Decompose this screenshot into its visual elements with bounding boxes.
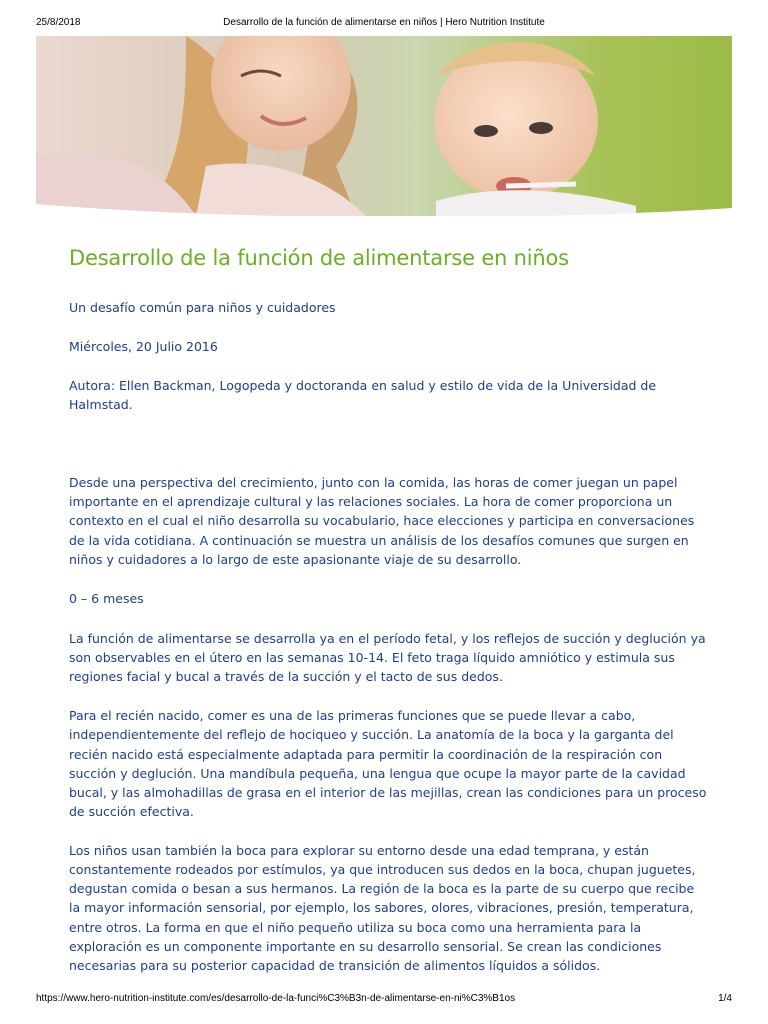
body-paragraph: Para el recién nacido, comer es una de las primeras funciones que se puede llevar a cabo, independientemente del reflejo de hociqueo y succión. La anatomía de la boca y la garganta del recién nacido está especialmente adaptada para permitir la coordinación de la respiración con succión y deglución. Una mandíbula pequeña, una lengua que ocupe la mayor parte de la cavidad bucal, y las almohadillas de grasa en el interior de las mejillas, crean las condiciones para un proceso de succión efectiva. <box>69 708 707 820</box>
intro-paragraph: Desde una perspectiva del crecimiento, junto con la comida, las horas de comer juegan un papel importante en el aprendizaje cultural y las relaciones sociales. La hora de comer proporciona un contexto en el cual el niño desarrolla su vocabulario, hace elecciones y participa en conversaciones de la vida cotidiana. A continuación se muestra un análisis de los desafíos comunes que surgen en niños y cuidadores a lo largo de este apasionante viaje de su desarrollo. <box>69 475 695 567</box>
article-content <box>69 240 709 975</box>
article-author: Autora: Ellen Backman, Logopeda y doctoranda en salud y estilo de vida de la Universidad de Halmstad. <box>69 378 657 412</box>
section-heading: 0 – 6 meses <box>69 591 144 607</box>
article-title: Desarrollo de la función de alimentarse en niños <box>69 246 569 270</box>
page-number: 1/4 <box>718 993 732 1004</box>
mother-and-baby-photo-icon <box>36 36 732 216</box>
body-paragraph: Los niños usan también la boca para explorar su entorno desde una edad temprana, y están constantemente rodeados por estímulos, ya que introducen sus dedos en la boca, chupan juguetes, degustan comida o besan a sus hermanos. La región de la boca es la parte de su cuerpo que recibe la mayor información sensorial, por ejemplo, los sabores, olores, vibraciones, presión, temperatura, entre otros. La forma en que el niño pequeño utiliza su boca como una herramienta para la exploración es un componente importante en su desarrollo sensorial. Se crean las condiciones necesarias para su posterior capacidad de transición de alimentos líquidos a sólidos. <box>69 842 696 974</box>
print-date: 25/8/2018 <box>36 17 81 28</box>
article-date: Miércoles, 20 Julio 2016 <box>69 339 218 354</box>
article-subtitle: Un desafío común para niños y cuidadores <box>69 300 336 315</box>
print-header <box>0 12 768 26</box>
print-url: https://www.hero-nutrition-institute.com/es/desarrollo-de-la-funci%C3%B3n-de-alimentarse-en-ni%C3%B1os <box>36 993 516 1004</box>
hero-image <box>36 36 732 216</box>
print-footer <box>0 993 768 1007</box>
print-page-title: Desarrollo de la función de alimentarse en niños | Hero Nutrition Institute <box>223 17 545 28</box>
body-paragraph: La función de alimentarse se desarrolla ya en el período fetal, y los reflejos de succión y deglución ya son observables en el útero en las semanas 10-14. El feto traga líquido amniótico y estimula sus regiones facial y bucal a través de la succión y el tacto de sus dedos. <box>69 631 706 685</box>
